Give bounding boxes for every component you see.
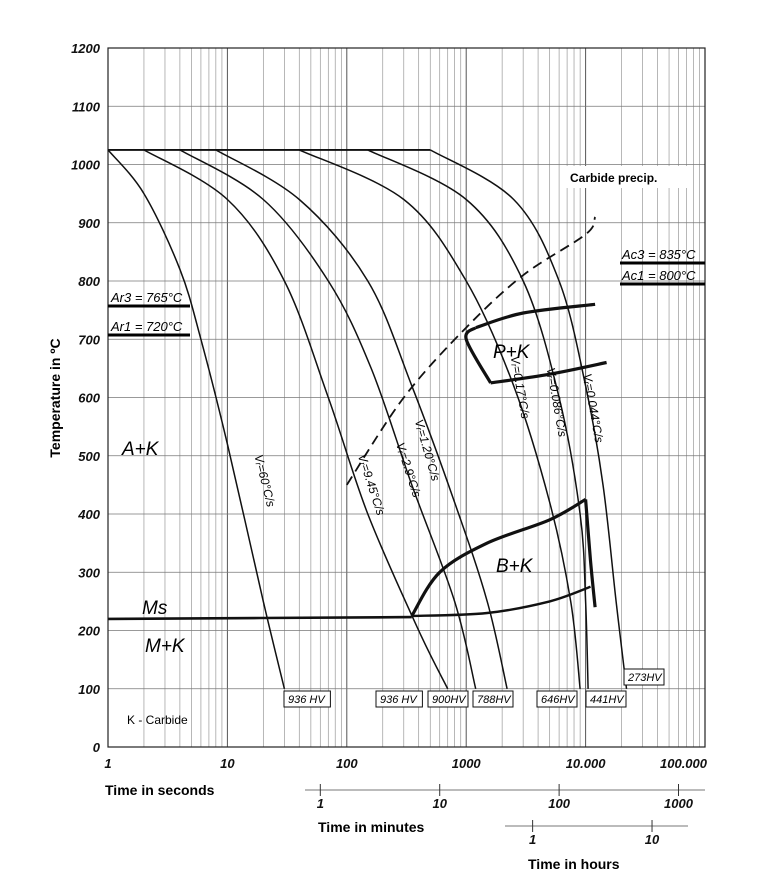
critical-temps-left bbox=[108, 290, 190, 335]
x-tick-labels bbox=[104, 756, 707, 771]
hours-tick-label: 10 bbox=[644, 832, 660, 847]
hours-tick-label: 1 bbox=[529, 832, 537, 847]
carbide-legend: K - Carbide bbox=[127, 713, 188, 727]
cooling-rate-label: Vᵣ=1.20°C/s bbox=[411, 417, 443, 483]
region-a-k: A+K bbox=[122, 439, 159, 460]
y-tick-label: 100 bbox=[78, 681, 100, 697]
ar1-label: Ar1 = 720°C bbox=[111, 319, 183, 334]
cooling-rate-labels bbox=[252, 355, 607, 517]
y-tick-label: 200 bbox=[78, 623, 100, 639]
minutes-tick-label: 10 bbox=[432, 796, 447, 811]
minutes-axis bbox=[305, 784, 705, 835]
y-tick-label: 600 bbox=[78, 390, 100, 406]
y-tick-label: 1200 bbox=[71, 41, 100, 56]
cooling-rate-label: Vᵣ=0.086°C/s bbox=[543, 366, 570, 438]
ac1-label: Ac1 = 800°C bbox=[622, 268, 696, 283]
cooling-curve-3 bbox=[180, 150, 476, 689]
bainite-finish-line bbox=[412, 587, 591, 616]
grid bbox=[108, 48, 705, 747]
pearlite-nose-line bbox=[466, 328, 491, 383]
cooling-curve-2 bbox=[144, 150, 448, 689]
minutes-tick-label: 100 bbox=[548, 796, 570, 811]
y-tick-label: 1000 bbox=[71, 157, 100, 173]
critical-temps-right bbox=[620, 247, 705, 284]
cooling-curves bbox=[108, 150, 627, 689]
x-tick-label: 10.000 bbox=[565, 756, 606, 771]
cooling-rate-label: Vᵣ=60°C/s bbox=[251, 453, 279, 509]
cooling-curve-4 bbox=[216, 150, 507, 689]
y-tick-label: 800 bbox=[78, 274, 100, 289]
x-tick-label: 10 bbox=[220, 756, 235, 771]
region-ms: Ms bbox=[142, 598, 168, 619]
ar3-label: Ar3 = 765°C bbox=[111, 290, 183, 305]
bainite-end-line bbox=[586, 499, 596, 607]
minutes-tick-label: 1 bbox=[316, 796, 324, 811]
x-tick-label: 100 bbox=[335, 756, 358, 771]
x-tick-label: 1 bbox=[104, 756, 112, 771]
hardness-label: 646HV bbox=[541, 694, 575, 706]
ac3-label: Ac3 = 835°C bbox=[622, 247, 696, 262]
carbide-precip-label: Carbide precip. bbox=[570, 171, 658, 185]
hardness-label: 441HV bbox=[590, 694, 624, 706]
region-b-k: B+K bbox=[496, 556, 533, 577]
hardness-label: 936 HV bbox=[380, 694, 417, 706]
x-tick-label: 1000 bbox=[451, 756, 481, 771]
y-tick-label: 1100 bbox=[72, 99, 100, 115]
cooling-rate-label: Vᵣ=0.044°C/s bbox=[580, 372, 607, 444]
x-axis-label: Time in seconds bbox=[105, 782, 215, 798]
cooling-rate-label: Vᵣ=0.17°C/s bbox=[507, 354, 533, 420]
x-tick-label: 100.000 bbox=[660, 756, 707, 771]
cooling-curve-1 bbox=[108, 150, 284, 689]
hardness-label: 273HV bbox=[628, 672, 662, 684]
pearlite-start-line bbox=[476, 304, 595, 327]
minutes-tick-label: 1000 bbox=[664, 796, 693, 811]
y-tick-label: 700 bbox=[78, 332, 100, 348]
y-tick-label: 400 bbox=[78, 507, 100, 522]
region-m-k: M+K bbox=[145, 636, 185, 657]
y-tick-label: 0 bbox=[92, 740, 100, 755]
region-p-k: P+K bbox=[493, 342, 530, 363]
hardness-label: 900HV bbox=[432, 694, 466, 706]
hardness-label: 788HV bbox=[477, 694, 511, 706]
hours-axis bbox=[505, 820, 688, 872]
hardness-label: 936 HV bbox=[288, 694, 325, 706]
cooling-rate-label: Vᵣ=9.45°C/s bbox=[354, 452, 388, 518]
hours-axis-label: Time in hours bbox=[528, 856, 620, 872]
minutes-axis-label: Time in minutes bbox=[318, 819, 425, 835]
y-axis-label: Temperature in ºC bbox=[47, 338, 63, 458]
y-tick-labels bbox=[71, 41, 101, 755]
cooling-rate-label: Vᵣ=2.9°C/s bbox=[393, 440, 425, 500]
y-tick-label: 900 bbox=[78, 215, 100, 231]
y-tick-label: 300 bbox=[78, 565, 100, 581]
y-tick-label: 500 bbox=[78, 448, 100, 464]
